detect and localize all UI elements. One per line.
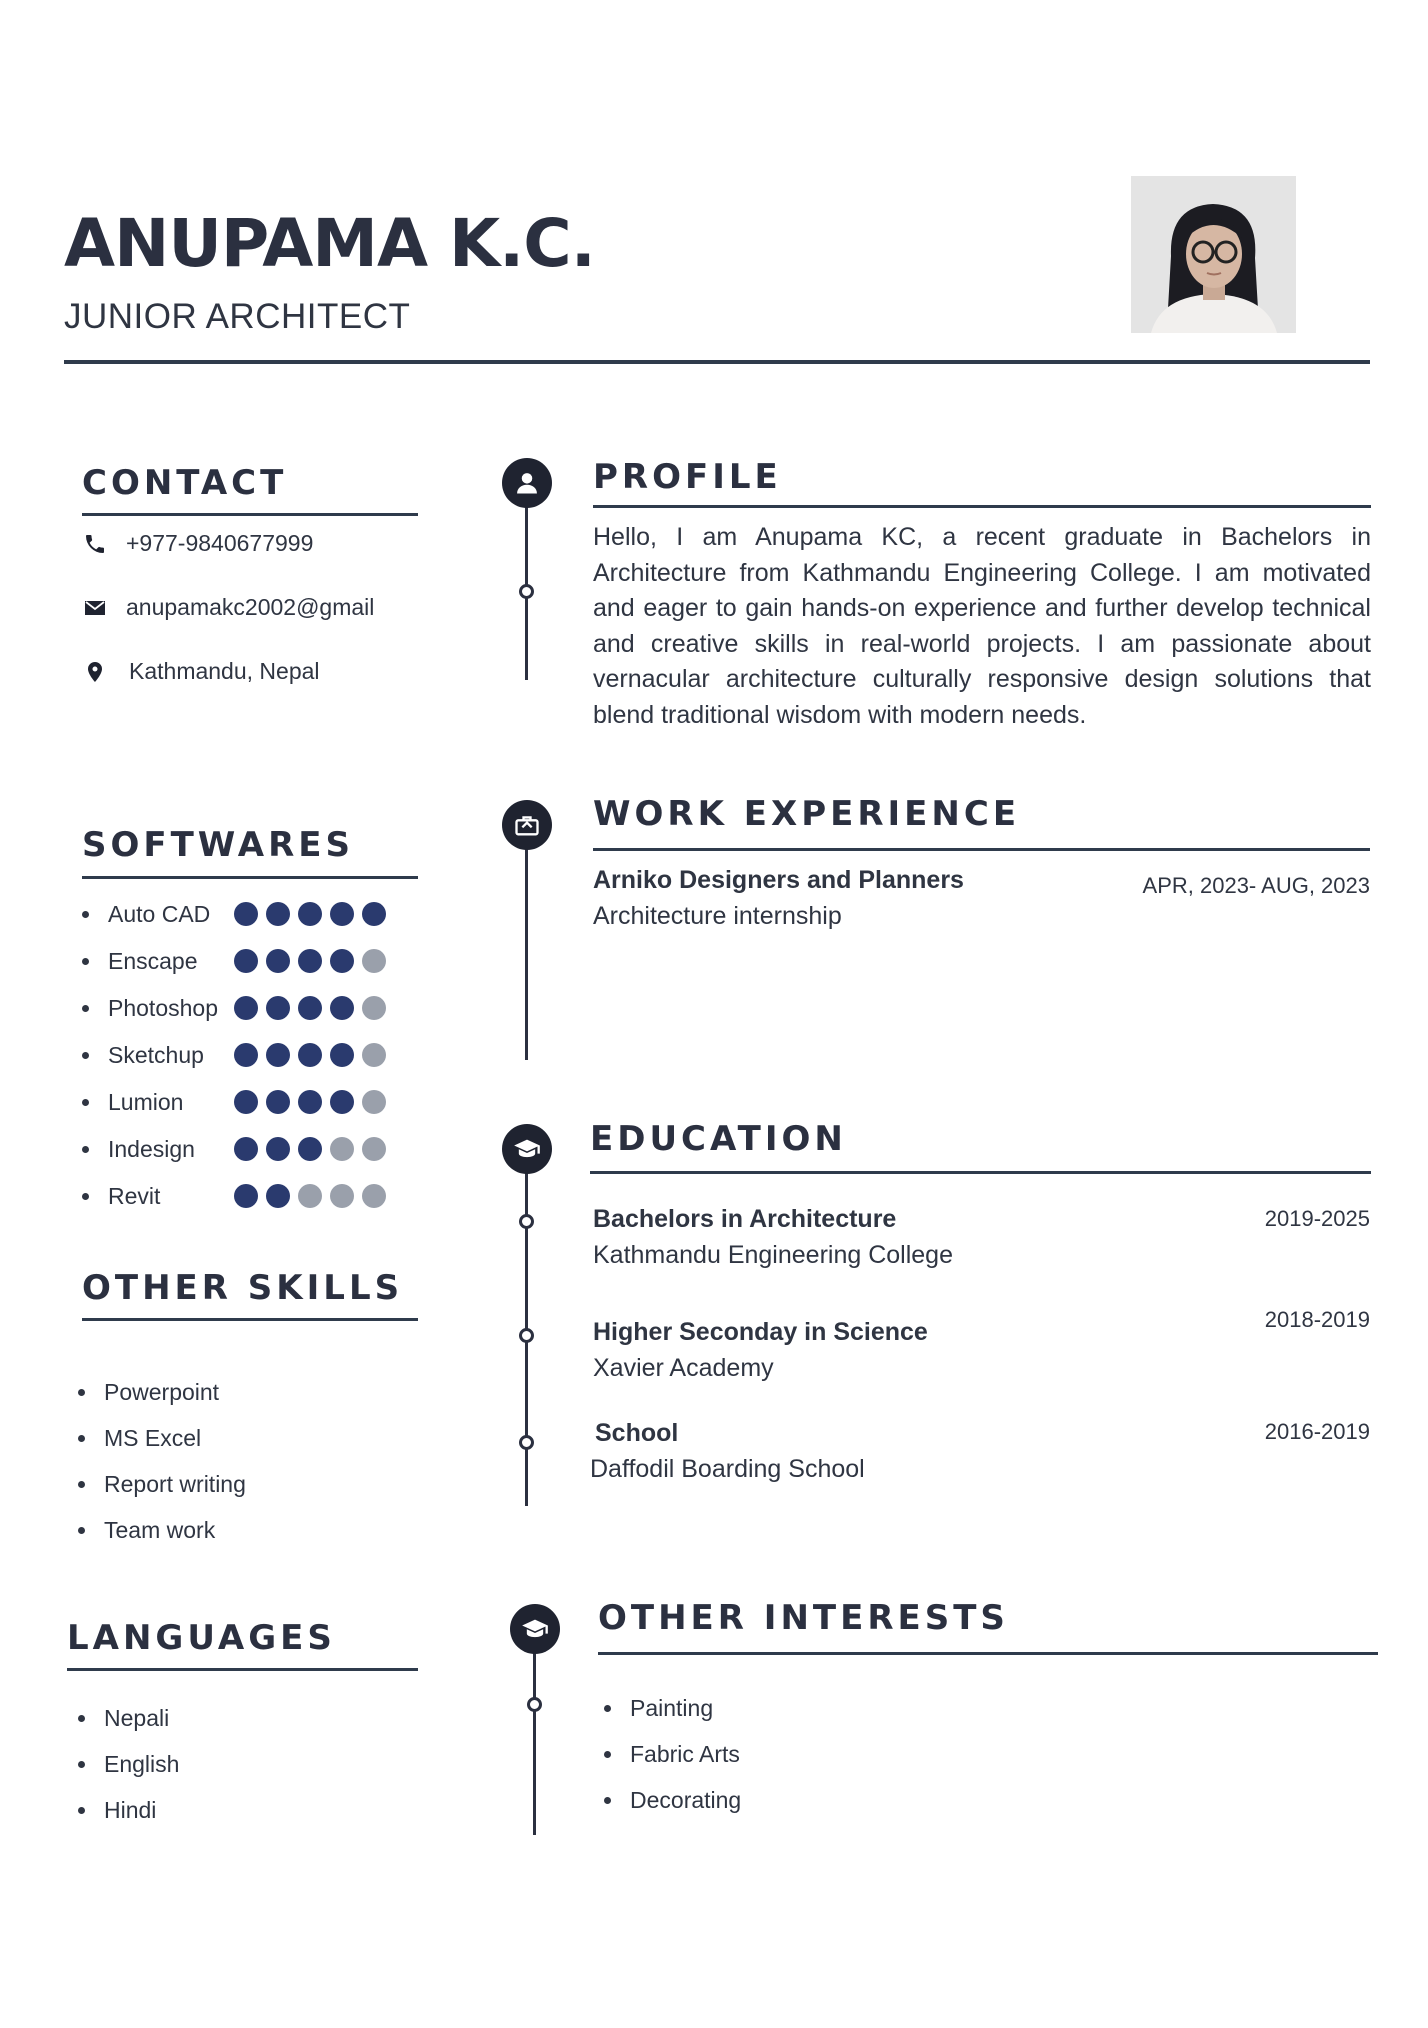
software-name: Photoshop [108,994,218,1021]
rating-dot-filled [362,902,386,926]
rating-dot-filled [330,1043,354,1067]
rating-dot-filled [298,949,322,973]
software-name: Enscape [108,947,198,974]
rating-dot-filled [234,1090,258,1114]
list-item: Decorating [604,1777,741,1823]
rating-dot-filled [266,949,290,973]
phone-icon [82,531,108,557]
education-degree: School [595,1419,679,1447]
software-row [82,1134,442,1164]
rating-dot-filled [298,1090,322,1114]
timeline-line [525,820,528,1060]
education-school: Kathmandu Engineering College [593,1241,953,1269]
list-item: Nepali [78,1695,179,1741]
education-degree: Bachelors in Architecture [593,1205,897,1233]
proficiency-rating [234,1184,386,1208]
timeline-node [519,1214,534,1229]
other-skills-divider [82,1318,418,1321]
mail-icon [82,595,108,621]
rating-dot-filled [298,1043,322,1067]
work-heading: WORK EXPERIENCE [593,794,1021,834]
rating-dot-filled [330,949,354,973]
education-divider [590,1171,1371,1174]
list-item: English [78,1741,179,1787]
contact-heading: CONTACT [82,463,288,503]
email-address: anupamakc2002@gmail [126,594,375,620]
profile-divider [593,505,1371,508]
timeline-line [533,1630,536,1835]
software-name: Indesign [108,1135,195,1162]
software-row [82,1181,442,1211]
rating-dot-filled [298,902,322,926]
rating-dot-filled [234,1043,258,1067]
rating-dot-empty [330,1184,354,1208]
timeline-node [527,1697,542,1712]
rating-dot-filled [234,902,258,926]
software-name: Auto CAD [108,900,211,927]
rating-dot-empty [362,1090,386,1114]
interests-heading: OTHER INTERESTS [598,1598,1009,1638]
phone-number: +977-9840677999 [126,530,314,556]
softwares-divider [82,876,418,879]
job-title: JUNIOR ARCHITECT [64,297,411,336]
software-name: Sketchup [108,1041,204,1068]
rating-dot-empty [362,949,386,973]
proficiency-rating [234,949,386,973]
software-row [82,1087,442,1117]
software-name: Lumion [108,1088,184,1115]
interests-list [604,1685,741,1823]
software-row [82,899,442,929]
bullet [82,1146,89,1153]
timeline-node [519,1435,534,1450]
rating-dot-filled [298,996,322,1020]
languages-divider [67,1668,418,1671]
list-item: Team work [78,1507,246,1553]
bullet [82,1005,89,1012]
rating-dot-filled [266,902,290,926]
interests-divider [598,1652,1378,1655]
list-item: MS Excel [78,1415,246,1461]
other-skills-heading: OTHER SKILLS [82,1268,404,1308]
work-position: Architecture internship [593,902,842,930]
location-pin-icon [82,659,108,685]
education-date: 2016-2019 [1264,1419,1370,1444]
briefcase-icon [502,800,552,850]
rating-dot-filled [330,996,354,1020]
contact-location [82,658,320,685]
rating-dot-empty [362,1043,386,1067]
software-row [82,993,442,1023]
bullet [82,958,89,965]
proficiency-rating [234,1137,386,1161]
education-degree: Higher Seconday in Science [593,1318,928,1346]
bullet [82,1052,89,1059]
rating-dot-filled [266,996,290,1020]
work-date: APR, 2023- AUG, 2023 [1142,873,1370,898]
rating-dot-filled [330,902,354,926]
profile-photo [1131,176,1296,333]
bullet [82,911,89,918]
list-item: Report writing [78,1461,246,1507]
rating-dot-filled [266,1043,290,1067]
education-date: 2018-2019 [1264,1307,1370,1332]
softwares-heading: SOFTWARES [82,825,354,865]
rating-dot-filled [298,1137,322,1161]
rating-dot-filled [266,1090,290,1114]
software-row [82,946,442,976]
rating-dot-empty [362,1137,386,1161]
resume-name: ANUPAMA K.C. [64,205,595,282]
rating-dot-filled [234,996,258,1020]
rating-dot-filled [234,949,258,973]
languages-list [78,1695,179,1833]
timeline-node [519,1328,534,1343]
contact-email[interactable] [82,594,374,621]
location-text: Kathmandu, Nepal [129,658,320,684]
work-divider [593,848,1370,851]
education-heading: EDUCATION [590,1119,847,1159]
portrait-image [1131,176,1296,333]
rating-dot-filled [266,1137,290,1161]
proficiency-rating [234,1043,386,1067]
work-company: Arniko Designers and Planners [593,866,964,894]
education-school: Xavier Academy [593,1354,774,1382]
user-icon [502,458,552,508]
profile-summary: Hello, I am Anupama KC, a recent graduate in Bachelors in Architecture from Kathmandu Engineering College. I am motivated and eager to gain hands-on experience and further develop technical and creative skills in real-world projects. I am passionate about vernacular architecture culturally responsive design solutions that blend traditional wisdom with modern needs. [593,523,1371,729]
rating-dot-filled [266,1184,290,1208]
graduation-cap-icon [502,1124,552,1174]
proficiency-rating [234,1090,386,1114]
rating-dot-filled [234,1137,258,1161]
list-item: Hindi [78,1787,179,1833]
rating-dot-filled [330,1090,354,1114]
contact-divider [82,513,418,516]
software-name: Revit [108,1182,161,1209]
timeline-line [525,480,528,680]
software-row [82,1040,442,1070]
rating-dot-filled [234,1184,258,1208]
list-item: Painting [604,1685,741,1731]
languages-heading: LANGUAGES [67,1618,336,1658]
bullet [82,1193,89,1200]
education-school: Daffodil Boarding School [590,1455,865,1483]
graduation-cap-icon [510,1604,560,1654]
rating-dot-empty [298,1184,322,1208]
header-divider [64,360,1370,364]
bullet [82,1099,89,1106]
list-item: Fabric Arts [604,1731,741,1777]
contact-phone[interactable] [82,530,313,557]
proficiency-rating [234,996,386,1020]
other-skills-list [78,1369,246,1553]
proficiency-rating [234,902,386,926]
list-item: Powerpoint [78,1369,246,1415]
profile-heading: PROFILE [593,457,782,497]
timeline-node [519,584,534,599]
rating-dot-empty [362,996,386,1020]
rating-dot-empty [362,1184,386,1208]
rating-dot-empty [330,1137,354,1161]
education-date: 2019-2025 [1264,1206,1370,1231]
